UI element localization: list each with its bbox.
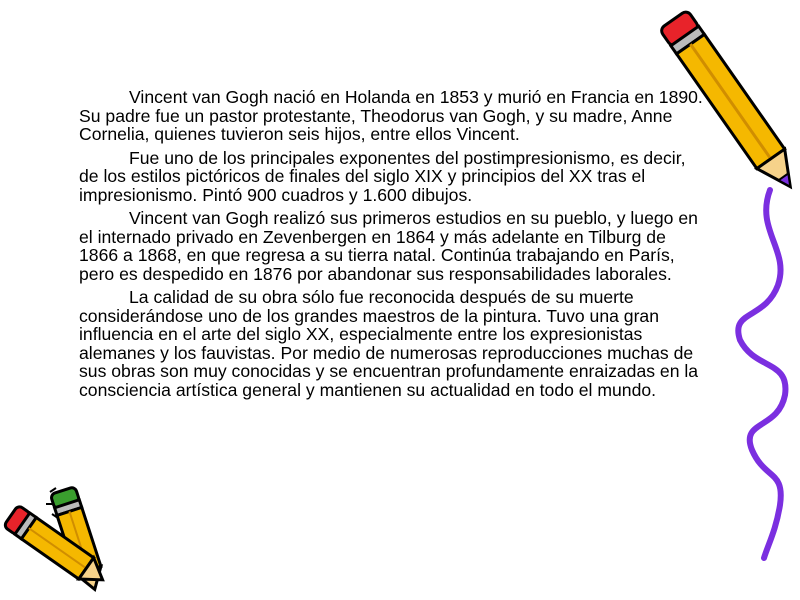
paragraph-1: Vincent van Gogh nació en Holanda en 1853 y murió en Francia en 1890. Su padre fue un pastor protestante, Theodorus van Gogh, y su madre, Anne Cornelia, quienes tuvieron seis hijos, entre ellos Vincent. bbox=[79, 87, 703, 144]
body-text bbox=[79, 88, 709, 404]
paragraph-4: La calidad de su obra sólo fue reconocida después de su muerte considerándose uno de los grandes maestros de la pintura. Tuvo una gran influencia en el arte del siglo XX, especialmente entre los expresionistas alemanes y los fauvistas. Por medio de numerosas reproducciones muchas de sus obras son muy conocidas y se encuentran profundamente enraizadas en la consciencia artística general y mantienen su actualidad en todo el mundo. bbox=[79, 287, 699, 400]
crossed-pencils-decoration bbox=[0, 480, 130, 595]
paragraph-2: Fue uno de los principales exponentes del postimpresionismo, es decir, de los estilos pictóricos de finales del siglo XIX y principios del XX tras el impresionismo. Pintó 900 cuadros y 1.600 dibujos. bbox=[79, 147, 686, 205]
paragraph-3: Vincent van Gogh realizó sus primeros estudios en su pueblo, y luego en el internado privado en Zevenbergen en 1864 y más adelante en Tilburg de 1866 a 1868, en que regresa a su tierra natal. Continúa trabajando en París, pero es despedido en 1876 por abandonar sus responsabilidades laborales. bbox=[79, 208, 698, 284]
scribble-line bbox=[738, 190, 785, 558]
